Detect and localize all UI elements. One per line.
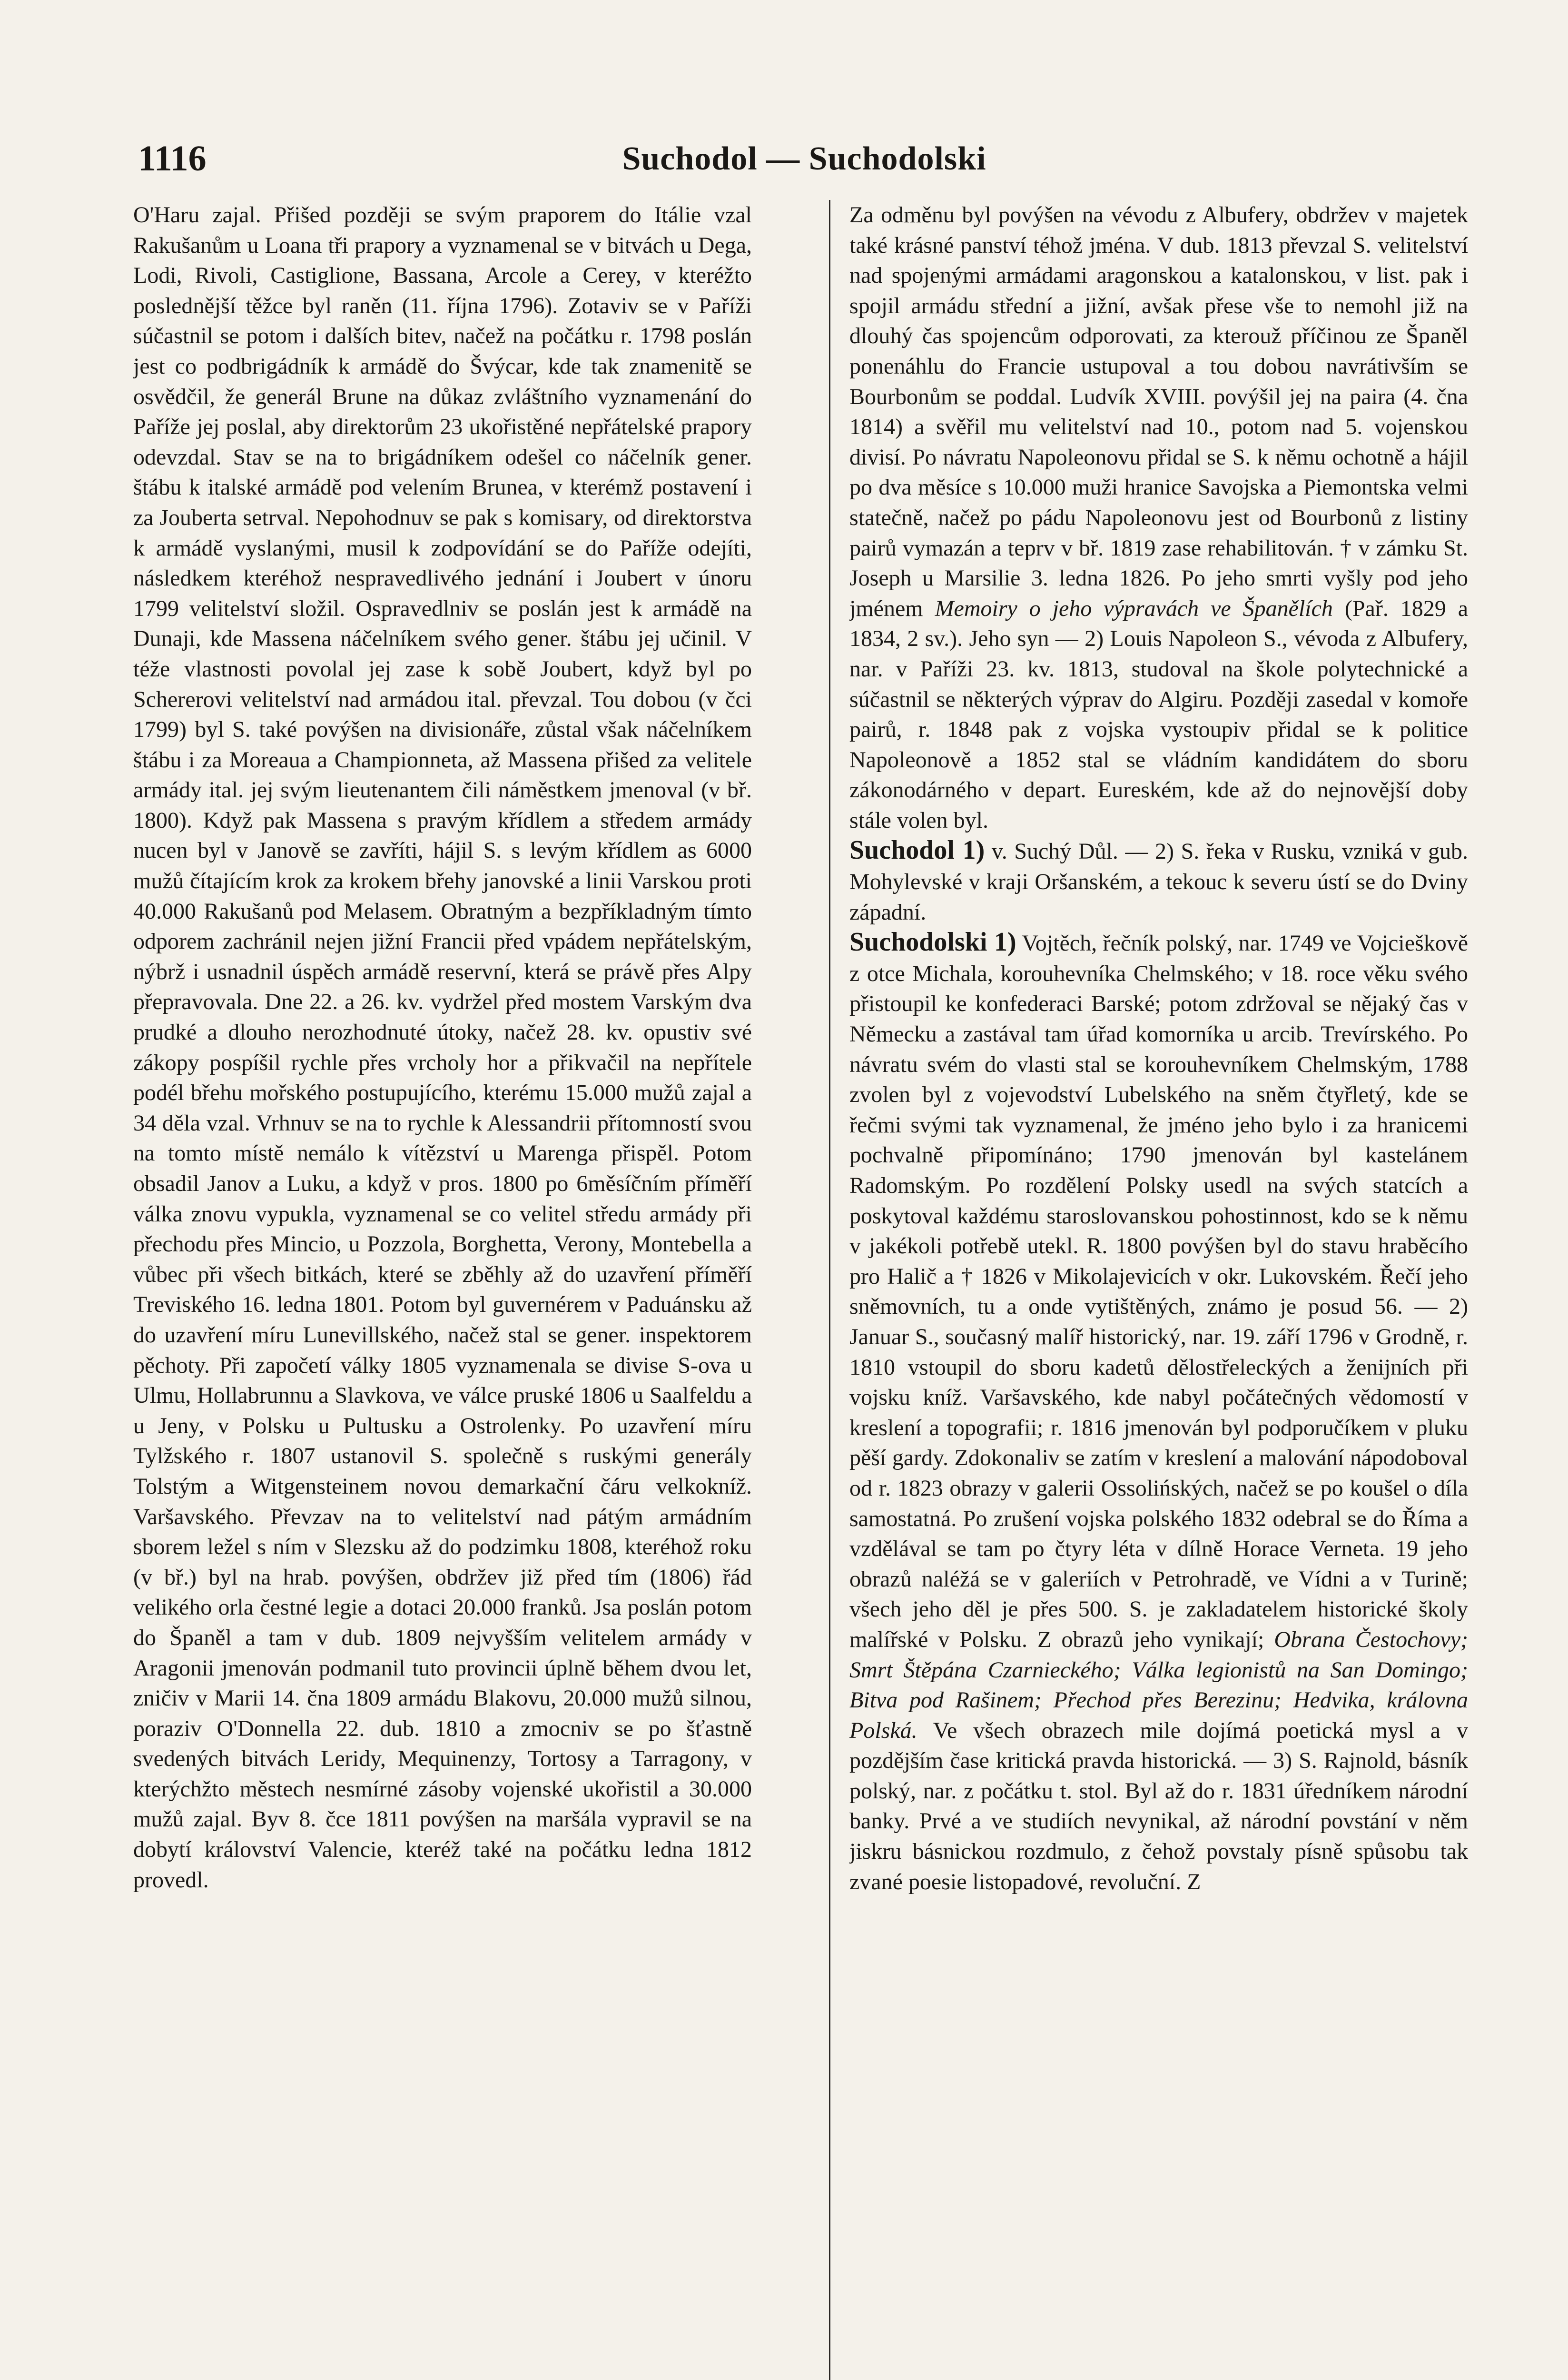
entry-suchodol (849, 835, 1468, 927)
memoir-title: Memoiry o jeho výpravách ve Španělích (935, 595, 1333, 621)
page-number: 1116 (138, 139, 207, 178)
works-list: Obrana Čestochovy; Smrt Štěpána Czarnieckého; Válka legionistů na San Domingo; Bitva pod Rašinem; Přechod přes Berezinu; Hedvika, královna Polská. (849, 1626, 1468, 1743)
entry-headword-suchodol: Suchodol 1) (849, 835, 985, 865)
soult-text: Za odměnu byl povýšen na vévodu z Albufery, obdržev v majetek také krásné panství téhož jména. V dub. 1813 převzal S. velitelství nad spojenými armádami aragonskou a katalonskou, v list. pak i spojil armádu střední a jižní, avšak přese vše to nemohl již na dlouhý čas spojencům odporovati, za kterouž příčinou ze Španěl ponenáhlu do Francie ustupoval a tou dobou navrátivším se Bourbonům se poddal. Ludvík XVIII. povýšil jej na paira (4. čna 1814) a svěřil mu velitelství nad 10., potom nad 5. vojenskou divisí. Po návratu Napoleonovu přidal se S. k němu ochotně a hájil po dva měsíce s 10.000 muži hranice Savojska a Piemontska velmi statečně, načež po pádu Napoleonovu jest od Bourbonů z listiny pairů vymazán a teprv v bř. 1819 zase rehabilitován. † v zámku St. Joseph u Marsilie 3. ledna 1826. Po jeho smrti vyšly pod jeho jménem (849, 202, 1468, 621)
entry-headword-suchodolski: Suchodolski 1) (849, 927, 1016, 957)
entry-text-suchodol: v. Suchý Důl. — 2) S. řeka v Rusku, vzniká v gub. Mohylevské v kraji Oršanském, a tekouc k severu ústí se do Dviny západní. (849, 839, 1468, 925)
soult-text-cont: (Pař. 1829 a 1834, 2 sv.). Jeho syn — 2) Louis Napoleon S., vévoda z Albufery, nar. v Paříži 23. kv. 1813, studoval na škole polytechnické a súčastnil se některých výprav do Algiru. Později zasedal v komoře pairů, r. 1848 pak z vojska vystoupiv přidal se k politice Napoleonově a 1852 stal se vládním kandidátem do sboru zákonodárného v depart. Eureském, kde až do nejnovější doby stále volen byl. (849, 595, 1468, 833)
running-head: Suchodol — Suchodolski (622, 140, 986, 177)
column-divider (829, 200, 830, 2380)
entry-text-suchodolski: Vojtěch, řečník polský, nar. 1749 ve Vojcieškově z otce Michala, korouhevníka Chelmského; v 18. roce věku svého přistoupil ke konfederaci Barské; potom zdržoval se nějaký čas v Německu a zastával tam úřad komorníka u arcib. Trevírského. Po návratu svém do vlasti stal se korouhevníkem Chelmským, 1788 zvolen byl z vojevodství Lubelského na sněm čtyřletý, kde se řečmi svými tak vyznamenal, že jméno jeho bylo i za hranicemi pochvalně připomínáno; 1790 jmenován byl kastelánem Radomským. Po rozdělení Polsky usedl na svých statcích a poskytoval každému staroslovanskou pohostinnost, kdo se k němu v jakékoli potřebě utekl. R. 1800 povýšen byl do stavu hraběcího pro Halič a † 1826 v Mikolajevicích v okr. Lukovském. Řečí jeho sněmovních, tu a onde vytištěných, známo je posud 56. — 2) Januar S., současný malíř historický, nar. 19. září 1796 v Grodně, r. 1810 vstoupil do sboru kadetů dělostřeleckých a ženijních při vojsku kníž. Varšavského, kde nabyl počátečných vědomostí v kreslení a topografii; r. 1816 jmenován byl podporučíkem v pluku pěší gardy. Zdokonaliv se zatím v kreslení a malování nápodoboval od r. 1823 obrazy v galerii Ossolińských, načež se po koušel o díla samostatná. Po zrušení vojska polského 1832 odebral se do Říma a vzdělával se tam po čtyry léta v dílně Horace Verneta. 19 jeho obrazů naléžá se v galeriích v Petrohradě, ve Vídni a v Turině; všech jeho děl je přes 500. S. je zakladatelem historické školy malířské v Polsku. Z obrazů jeho vynikají; (849, 931, 1468, 1652)
entry-suchodolski (849, 927, 1468, 1897)
soult-biography-text: O'Haru zajal. Přišed později se svým praporem do Itálie vzal Rakušanům u Loana tři prapory a vyznamenal se v bitvách u Dega, Lodi, Rivoli, Castiglione, Bassana, Arcole a Cerey, v kteréžto poslednější těžce byl raněn (11. října 1796). Zotaviv se v Paříži súčastnil se potom i dalších bitev, načež na počátku r. 1798 poslán jest co podbrigádník k armádě do Švýcar, kde tak znamenitě se osvědčil, že generál Brune na důkaz zvláštního vyznamenání do Paříže jej poslal, aby direktorům 23 ukořistěné nepřátelské prapory odevzdal. Stav se na to brigádníkem odešel co náčelník gener. štábu k italské armádě pod velením Brunea, v kterémž postavení i za Jouberta setrval. Nepohodnuv se pak s komisary, od direktorstva k armádě vyslanými, musil k zodpovídání se do Paříže odejíti, následkem kteréhož nespravedlivého jednání i Joubert v únoru 1799 velitelství složil. Ospravedlniv se poslán jest k armádě na Dunaji, kde Massena náčelníkem svého gener. štábu jej učinil. V téže vlastnosti povolal jej zase k sobě Joubert, když byl po Schererovi velitelství nad armádou ital. převzal. Tou dobou (v čci 1799) byl S. také povýšen na divisionáře, zůstal však náčelníkem štábu i za Moreaua a Championneta, až Massena přišed za velitele armády ital. jej svým lieutenantem čili náměstkem jmenoval (v bř. 1800). Když pak Massena s pravým křídlem a středem armády nucen byl v Janově se zavříti, hájil S. s levým křídlem as 6000 mužů čítajícím krok za krokem břehy janovské a linii Varskou proti 40.000 Rakušanů pod Melasem. Obratným a bezpříkladným tímto odporem zachránil nejen jižní Francii před vpádem nepřátelským, nýbrž i usnadnil úspěch armádě reservní, která se právě přes Alpy přepravovala. Dne 22. a 26. kv. vydržel před mostem Varským dva prudké a dlouho nerozhodnuté útoky, načež 28. kv. opustiv své zákopy pospíšil rychle přes vrcholy hor a přikvačil na nepřítele podél břehu mořského postupujícího, kterému 15.000 mužů zajal a 34 děla vzal. Vrhnuv se na to rychle k Alessandrii přítomností svou na tomto místě nemálo k vítězství u Marenga přispěl. Potom obsadil Janov a Luku, a když v pros. 1800 po 6měsíčním příměří válka znovu vypukla, vyznamenal se co velitel středu armády při přechodu přes Mincio, u Pozzola, Borghetta, Verony, Montebella a vůbec při všech bitkách, které se zběhly až do uzavření příměří Treviského 16. ledna 1801. Potom byl guvernérem v Paduánsku až do uzavření míru Lunevillského, načež stal se gener. inspektorem pěchoty. Při započetí války 1805 vyznamenala se divise S-ova u Ulmu, Hollabrunnu a Slavkova, ve válce pruské 1806 u Saalfeldu a u Jeny, v Polsku u Pultusku a Ostrolenky. Po uzavření míru Tylžského r. 1807 ustanovil S. společně s ruskými generály Tolstým a Witgensteinem novou demarkační čáru velkokníž. Varšavského. Převzav na to velitelství nad pátým armádním sborem ležel s ním v Slezsku až do podzimku 1808, kteréhož roku (v bř.) byl na hrab. povýšen, obdržev již před tím (1806) řád velikého orla čestné legie a dotaci 20.000 franků. Jsa poslán potom do Španěl a tam v dub. 1809 nejvyšším velitelem armády v Aragonii jmenován podmanil tuto provincii úplně během dvou let, zničiv v Marii 14. čna 1809 armádu Blakovu, 20.000 mužů silnou, poraziv O'Donnella 22. dub. 1810 a zmocniv se po šťastně svedených bitvách Leridy, Mequinenzy, Tortosy a Tarragony, v kterýchžto městech nesmírné zásoby vojenské ukořistil a 30.000 mužů zajal. Byv 8. čce 1811 povýšen na maršála vypravil se na dobytí království Valencie, kteréž také na počátku ledna 1812 provedl. (133, 202, 752, 1893)
entry-text-tail: Ve všech obrazech mile dojímá poetická mysl a v pozdějším čase kritická pravda historická. — 3) S. Rajnold, básník polský, nar. z počátku t. stol. Byl až do r. 1831 úředníkem národní banky. Prvé a ve studiích nevynikal, až národní povstání v něm jiskru básnickou rozdmulo, z čehož povstaly písně spůsobu tak zvané poesie listopadové, revoluční. Z (849, 1717, 1468, 1894)
page-header (138, 138, 1470, 190)
right-column (849, 200, 1468, 2380)
soult-biography-continued (849, 200, 1468, 835)
left-column (133, 200, 752, 2380)
